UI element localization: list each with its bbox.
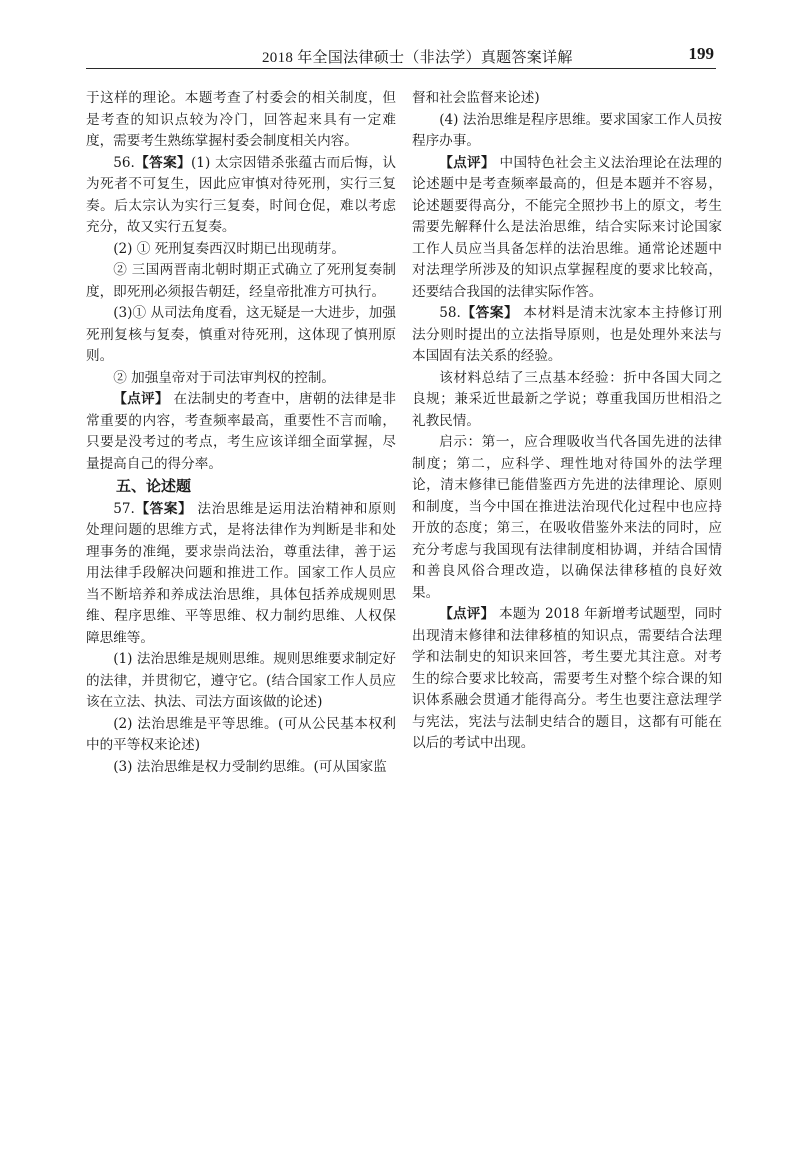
left-column xyxy=(86,88,396,778)
comment-56 xyxy=(86,389,396,475)
paragraph: (4) 法治思维是程序思维。要求国家工作人员按程序办事。 xyxy=(412,111,722,149)
answer-57 xyxy=(86,499,396,650)
comment-tag: 【点评】 xyxy=(113,391,169,407)
answer-text: 法治思维是运用法治精神和原则处理问题的思维方式，是将法律作为判断是非和处理事务的准绳，要求崇尚法治，尊重法律，善于运用法律手段解决问题和推进工作。国家工作人员应当不断培养和养成法治思维，具体包括养成规则思维、程序思维、平等思维、权力制约思维、人权保障思维等。 xyxy=(86,500,396,646)
comment-text: 中国特色社会主义法治理论在法理的论述题中是考查频率最高的，但是本题并不容易，论述题要得高分，不能完全照抄书上的原文，考生需要先解释什么是法治思维，结合实际来讨论国家工作人员应当具备怎样的法治思维。通常论述题中对法理学所涉及的知识点掌握程度的要求比较高，还要结合我国的法律实际作答。 xyxy=(412,154,723,300)
paragraph: (2) ① 死刑复奏西汉时期已出现萌芽。 xyxy=(113,240,345,257)
paragraph: (1) 法治思维是规则思维。规则思维要求制定好的法律，并贯彻它，遵守它。(结合国家工作人员应该在立法、执法、司法方面该做的论述) xyxy=(86,651,396,710)
paragraph: 督和社会监督来论述) xyxy=(412,90,540,106)
paragraph: 该材料总结了三点基本经验：折中各国大同之良规；兼采近世最新之学说；尊重我国历世相沿之礼教民情。 xyxy=(412,369,722,429)
answer-tag: 【答案】 xyxy=(460,305,519,321)
page-number: 199 xyxy=(688,44,714,63)
header-title: 2018 年全国法律硕士（非法学）真题答案详解 xyxy=(262,50,573,66)
comment-tag: 【点评】 xyxy=(439,606,495,622)
question-number: 57. xyxy=(113,500,135,517)
paragraph: (3) 法治思维是权力受制约思维。(可从国家监 xyxy=(113,758,387,775)
answer-text: (1) 太宗因错杀张蕴古而后悔，认为死者不可复生，因此应审慎对待死刑，实行三复奏。后太宗认为实行三复奏，时间仓促，难以考虑充分，故又实行五复奏。 xyxy=(86,154,397,235)
comment-57 xyxy=(412,153,722,304)
comment-tag: 【点评】 xyxy=(439,154,495,171)
paragraph: ② 加强皇帝对于司法审判权的控制。 xyxy=(113,369,336,386)
paragraph: (2) 法治思维是平等思维。(可从公民基本权利中的平等权来论述) xyxy=(86,715,396,753)
paragraph: (3)① 从司法角度看，这无疑是一大进步，加强死刑复核与复奏，慎重对待死刑，这体现了慎刑原则。 xyxy=(86,305,396,364)
answer-56 xyxy=(86,153,396,239)
answer-tag: 【答案】 xyxy=(134,500,193,517)
answer-tag: 【答案】 xyxy=(134,154,191,171)
answer-58 xyxy=(412,303,722,368)
comment-text: 本题为 2018 年新增考试题型，同时出现清末修律和法律移植的知识点，需要结合法理学和法制史的知识来回答，考生要尤其注意。对考生的综合要求比较高，需要考生对整个综合课的知识体系融会贯通才能得高分。考生也要注意法理学与宪法，宪法与法制史结合的题目，这都有可能在以后的考试中出现。 xyxy=(412,606,722,751)
comment-text: 在法制史的考查中，唐朝的法律是非常重要的内容，考查频率最高，重要性不言而喻，只要是没考过的考点，考生应该详细全面掌握，尽量提高自己的得分率。 xyxy=(86,391,397,472)
paragraph: 于这样的理论。本题考查了村委会的相关制度，但是考查的知识点较为冷门，回答起来具有一定难度，需要考生熟练掌握村委会制度相关内容。 xyxy=(86,90,396,149)
comment-58 xyxy=(412,604,722,755)
question-number: 56. xyxy=(113,154,135,171)
question-number: 58. xyxy=(439,305,461,321)
paragraph: ② 三国两晋南北朝时期正式确立了死刑复奏制度，即死刑必须报告朝廷，经皇帝批准方可执行。 xyxy=(86,262,396,300)
running-header xyxy=(86,44,716,69)
answer-text: 本材料是清末沈家本主持修订刑法分则时提出的立法指导原则，也是处理外来法与本国固有法关系的经验。 xyxy=(412,305,722,364)
right-column xyxy=(412,88,722,755)
section-heading: 五、论述题 xyxy=(116,477,192,495)
paragraph: 启示：第一，应合理吸收当代各国先进的法律制度；第二，应科学、理性地对待国外的法学理论，清末修律已能借鉴西方先进的法律理论、原则和制度，当今中国在推进法治现代化过程中也应持开放的态度；第三，在吸收借鉴外来法的同时，应充分考虑与我国现有法律制度相协调，并结合国情和善良风俗合理改造，以确保法律移植的良好效果。 xyxy=(412,434,722,601)
